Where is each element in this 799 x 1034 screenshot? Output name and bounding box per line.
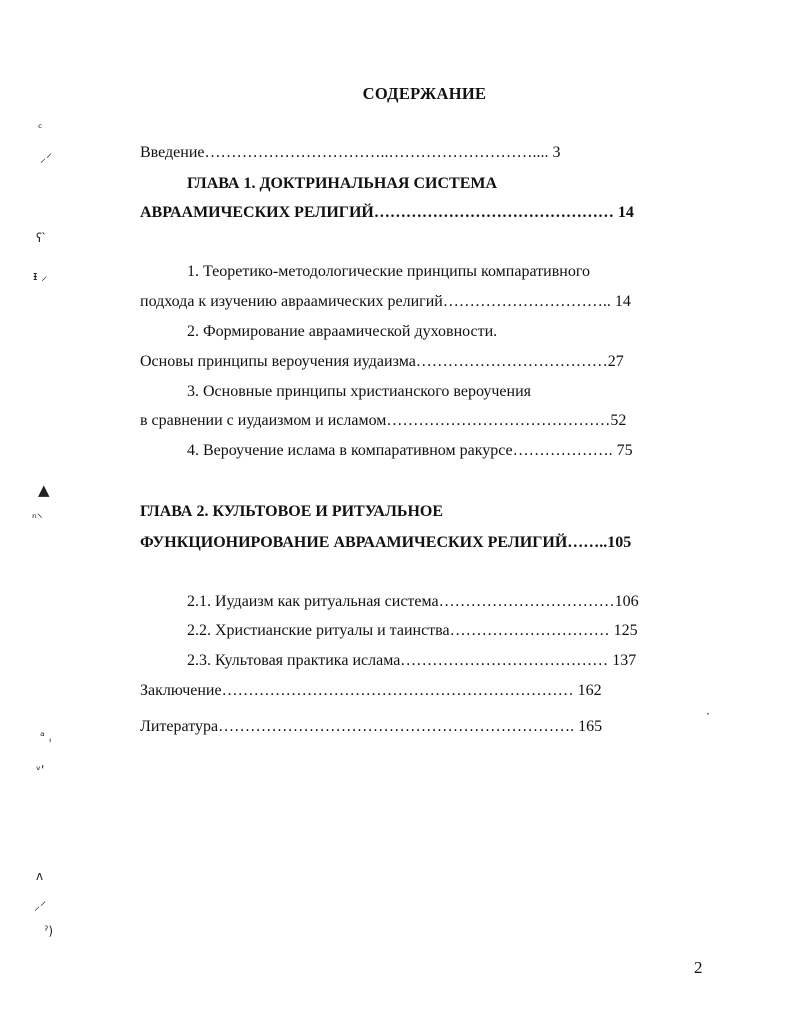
toc-entry-literature: Литература…………………………………………………………. 165 (140, 718, 603, 735)
toc-section2-2: 2.2. Христианские ритуалы и таинства………………………… 125 (187, 622, 638, 639)
scan-mark: ▲ (38, 481, 50, 499)
scan-mark: ᵻ ⸝ (33, 269, 48, 283)
scan-mark: · (706, 707, 710, 721)
toc-chapter1-line2: АВРААМИЧЕСКИХ РЕЛИГИЙ……………………………………… 14 (140, 204, 634, 221)
toc-section3-line2: в сравнении с иудаизмом и исламом……………………………………52 (140, 412, 627, 429)
toc-entry-intro: Введение……………………………..……………………….... 3 (140, 144, 561, 161)
scan-mark: ˀ) (44, 924, 54, 938)
toc-chapter1-line1: ГЛАВА 1. ДОКТРИНАЛЬНАЯ СИСТЕМА (187, 175, 498, 192)
scan-mark: ʕ՝ (36, 231, 45, 245)
scan-mark: ᵃ ˌ (40, 729, 52, 743)
scan-mark: ᵛ' (36, 763, 45, 777)
toc-section1-line2: подхода к изучению авраамических религий………………………….. 14 (140, 293, 631, 310)
scan-mark: ᴧ (36, 869, 44, 883)
page-number: 2 (694, 958, 703, 977)
scan-mark: ᶜ (38, 121, 43, 135)
toc-section2-line1: 2. Формирование авраамической духовности. (187, 323, 498, 340)
toc-section1-line1: 1. Теоретико-методологические принципы компаративного (187, 263, 590, 280)
toc-entry-conclusion: Заключение………………………………………………………… 162 (140, 682, 602, 699)
toc-section2-1: 2.1. Иудаизм как ритуальная система……………………………106 (187, 593, 639, 610)
scan-mark: ⸝⸍ (34, 899, 47, 913)
toc-chapter2-line2: ФУНКЦИОНИРОВАНИЕ АВРААМИЧЕСКИХ РЕЛИГИЙ……..105 (140, 534, 632, 551)
page-title: СОДЕРЖАНИЕ (362, 84, 487, 103)
toc-section3-line1: 3. Основные принципы христианского вероучения (187, 383, 532, 400)
toc-section2-3: 2.3. Культовая практика ислама………………………………… 137 (187, 652, 637, 669)
toc-chapter2-line1: ГЛАВА 2. КУЛЬТОВОЕ И РИТУАЛЬНОЕ (140, 503, 444, 520)
scan-mark: ⁿ⸌ (32, 511, 43, 525)
toc-section2-line2: Основы принципы вероучения иудаизма………………………………27 (140, 353, 624, 370)
scan-mark: ⸝⸍ (40, 151, 53, 165)
toc-section4: 4. Вероучение ислама в компаративном ракурсе………………. 75 (187, 442, 633, 459)
